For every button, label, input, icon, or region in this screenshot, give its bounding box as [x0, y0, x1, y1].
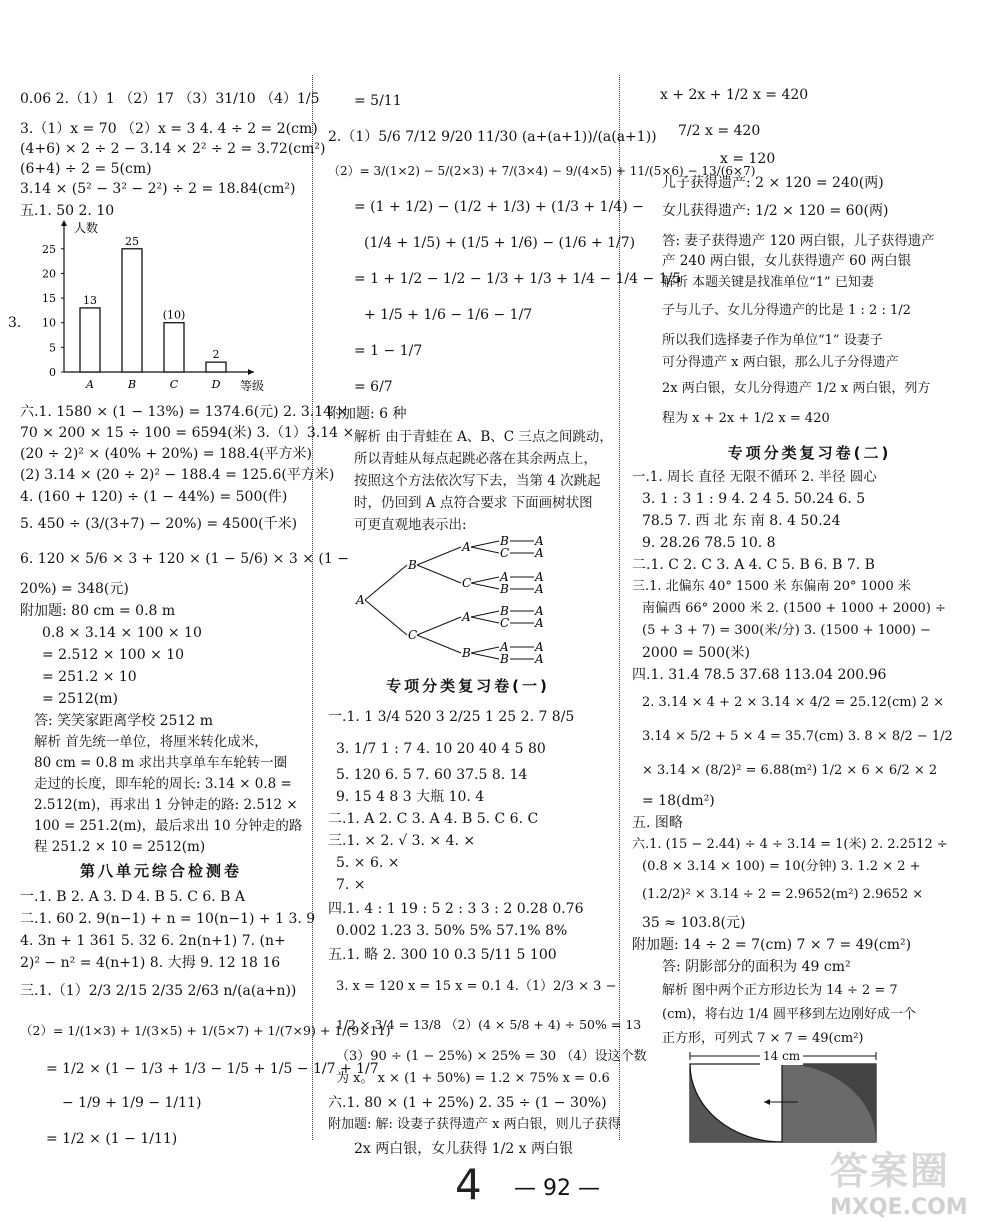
analysis-line: 2x 两白银，女儿分得遗产 1/2 x 两白银，列方	[662, 381, 931, 396]
text-line: 0.8 × 3.14 × 100 × 10	[42, 625, 202, 641]
text-line: 三.1.（1）2/3 2/15 2/35 2/63 n/(a(a+n))	[20, 983, 297, 999]
tree-node: B	[500, 652, 509, 666]
text-line: x = 120	[720, 151, 776, 167]
analysis-line: 解析 图中两个正方形边长为 14 ÷ 2 = 7	[662, 983, 898, 998]
text-line: × 3.14 × (8/2)² = 6.88(m²) 1/2 × 6 × 6/2 × 2	[642, 763, 938, 778]
text-line: 0.002 1.23 3. 50% 5% 57.1% 8%	[336, 923, 568, 939]
text-line: (0.8 × 3.14 × 100) = 10(分钟) 3. 1.2 × 2 +	[642, 859, 921, 874]
y-tick-label: 5	[49, 341, 56, 355]
tree-node: A	[535, 534, 544, 548]
text-line: = 1/2 × (1 − 1/3 + 1/3 − 1/5 + 1/5 − 1/7 + 1/7	[46, 1061, 379, 1077]
analysis-line: 正方形，可列式 7 × 7 = 49(cm²)	[662, 1031, 864, 1046]
text-line: 答: 阴影部分的面积为 49 cm²	[662, 959, 851, 975]
text-line: = 5/11	[354, 93, 402, 109]
section-title: 专项分类复习卷(二)	[727, 444, 892, 462]
tree-node: B	[500, 582, 509, 596]
text-line: 3.14 × (5² − 3² − 2²) ÷ 2 = 18.84(cm²)	[20, 181, 296, 197]
text-line: 一.1. 1 3/4 520 3 2/25 1 25 2. 7 8/5	[328, 709, 575, 725]
tree-edge	[365, 600, 407, 635]
bar-chart	[30, 222, 280, 392]
tree-node: A	[535, 570, 544, 584]
tree-node: A	[535, 546, 544, 560]
category-label: A	[86, 378, 94, 391]
column-divider-left	[312, 75, 313, 1140]
category-label: B	[127, 378, 137, 391]
section-title: 第八单元综合检测卷	[79, 862, 242, 880]
text-line: 一.1. B 2. A 3. D 4. B 5. C 6. B A	[20, 889, 246, 905]
tree-diagram	[350, 535, 590, 665]
analysis-line: 可分得遗产 x 两白银，那么儿子分得遗产	[662, 355, 899, 370]
analysis-line: 时，仍回到 A 点符合要求 下面画树状图	[354, 495, 593, 511]
tree-node: A	[500, 570, 509, 584]
watermark-bottom: MXQE.COM	[830, 1195, 968, 1220]
analysis-line: 解析 本题关键是找准单位“1” 已知妻	[662, 275, 874, 290]
chart-question-label: 3.	[8, 315, 22, 331]
watermark-top: 答案圈	[830, 1149, 951, 1193]
text-line: 四.1. 4 : 1 19 : 5 2 : 3 3 : 2 0.28 0.76	[328, 901, 584, 917]
text-line: 儿子获得遗产: 2 × 120 = 240(两)	[662, 175, 884, 191]
text-line: 五.1. 50 2. 10	[20, 203, 115, 219]
y-axis-arrow	[61, 220, 67, 226]
y-axis-label: 人数	[74, 221, 99, 235]
text-line: 1/2 × 3/4 = 13/8 （2）(4 × 5/8 + 4) ÷ 50% = 13	[336, 1017, 642, 1032]
text-line: 六.1. 1580 × (1 − 13%) = 1374.6(元) 2. 3.14 ×	[20, 404, 349, 420]
text-line: 六.1. 80 × (1 + 25%) 2. 35 ÷ (1 − 30%)	[328, 1095, 607, 1111]
tree-node: A	[462, 610, 471, 624]
y-tick-label: 10	[42, 316, 56, 330]
tree-node: A	[356, 593, 365, 607]
text-line: 6. 120 × 5/6 × 3 + 120 × (1 − 5/6) × 3 × (1 −	[20, 551, 349, 567]
text-line: 4. 3n + 1 361 5. 32 6. 2n(n+1) 7. (n+	[20, 933, 286, 949]
text-line: 四.1. 31.4 78.5 37.68 113.04 200.96	[632, 667, 887, 683]
text-line: (2) 3.14 × (20 ÷ 2)² − 188.4 = 125.6(平方米)	[20, 467, 335, 483]
handwritten-mark: 4	[455, 1160, 482, 1209]
text-line: 附加题: 解: 设妻子获得遗产 x 两白银，则儿子获得	[328, 1117, 621, 1132]
tree-node: C	[500, 616, 510, 630]
text-line: 3. 1/7 1 : 7 4. 10 20 40 4 5 80	[336, 741, 546, 757]
analysis-line: 解析 首先统一单位，将厘米转化成米，	[34, 734, 268, 750]
text-line: 3.（1）x = 70 （2）x = 3 4. 4 ÷ 2 = 2(cm)	[20, 121, 318, 137]
text-line: = 6/7	[354, 379, 393, 395]
text-line: 9. 28.26 78.5 10. 8	[642, 535, 776, 551]
text-line: （3）90 ÷ (1 − 25%) × 25% = 30 （4）设这个数	[336, 1049, 647, 1064]
tree-node: A	[535, 640, 544, 654]
bar-value-label: 2	[212, 348, 220, 362]
right-column	[632, 70, 987, 1150]
text-line: 9. 15 4 8 3 大瓶 10. 4	[336, 789, 485, 805]
tree-node: B	[500, 534, 509, 548]
analysis-line: 2.512(m)，再求出 1 分钟走的路: 2.512 ×	[34, 797, 298, 813]
text-line: (4+6) × 2 ÷ 2 − 3.14 × 2² ÷ 2 = 3.72(cm²)	[20, 141, 326, 157]
text-line: 五. 图略	[632, 815, 683, 831]
tree-edge	[471, 577, 499, 583]
text-line: 7/2 x = 420	[678, 123, 761, 139]
tree-edge	[471, 611, 499, 617]
text-line: (20 ÷ 2)² × (40% + 20%) = 188.4(平方米)	[20, 446, 312, 462]
tree-edge	[417, 565, 461, 583]
text-line: 五.1. 略 2. 300 10 0.3 5/11 5 100	[328, 947, 557, 963]
text-line: 7. ×	[336, 877, 366, 893]
text-line: 2000 = 500(米)	[642, 645, 750, 661]
tree-node: A	[500, 640, 509, 654]
bar	[206, 362, 226, 372]
text-line: = 2512(m)	[42, 691, 119, 707]
text-line: 35 ≈ 103.8(元)	[642, 915, 746, 931]
figure-dimension-label: 14 cm	[760, 1047, 803, 1065]
text-line: 4. (160 + 120) ÷ (1 − 44%) = 500(件)	[20, 489, 288, 505]
tree-node: B	[500, 604, 509, 618]
text-line: 女儿获得遗产: 1/2 × 120 = 60(两)	[662, 203, 889, 219]
tree-edge	[471, 653, 499, 659]
analysis-line: 子与儿子、女儿分得遗产的比是 1 : 2 : 1/2	[662, 303, 911, 318]
text-line: 附加题: 6 种	[328, 406, 407, 422]
text-line: (1.2/2)² × 3.14 ÷ 2 = 2.9652(m²) 2.9652 ×	[642, 887, 924, 902]
text-line: 2.（1）5/6 7/12 9/20 11/30 (a+(a+1))/(a(a+1))	[328, 129, 657, 145]
tree-node: C	[462, 576, 472, 590]
bar-value-label: (10)	[162, 308, 186, 322]
analysis-line: 按照这个方法依次写下去，当第 4 次跳起	[354, 473, 601, 489]
page-number: — 92 —	[514, 1176, 600, 1201]
tree-node: C	[408, 628, 418, 642]
text-line: = 1/2 × (1 − 1/11)	[46, 1131, 178, 1147]
bar	[122, 249, 142, 372]
tree-node: A	[535, 604, 544, 618]
analysis-line: 程 251.2 × 10 = 2512(m)	[34, 839, 206, 855]
x-axis-label: 等级	[240, 379, 265, 393]
text-line: 78.5 7. 西 北 东 南 8. 4 50.24	[642, 513, 841, 529]
text-line: 附加题: 14 ÷ 2 = 7(cm) 7 × 7 = 49(cm²)	[632, 937, 912, 953]
x-axis-arrow	[248, 369, 254, 375]
text-line: 2x 两白银，女儿获得 1/2 x 两白银	[354, 1141, 574, 1157]
text-line: 南偏西 66° 2000 米 2. (1500 + 1000 + 2000) ÷	[642, 601, 946, 616]
text-line: 产 240 两白银，女儿获得遗产 60 两白银	[662, 253, 912, 269]
text-line: x + 2x + 1/2 x = 420	[660, 87, 809, 103]
text-line: 六.1. (15 − 2.44) ÷ 4 ÷ 3.14 = 1(米) 2. 2.2512 ÷	[632, 837, 948, 852]
text-line: 2. 3.14 × 4 + 2 × 3.14 × 4/2 = 25.12(cm) 2 ×	[642, 695, 945, 710]
watermark-logo	[830, 1140, 968, 1220]
tree-edge	[417, 617, 461, 635]
category-label: D	[211, 378, 221, 391]
analysis-line: (cm)，将右边 1/4 圆平移到左边刚好成一个	[662, 1007, 916, 1022]
tree-edge	[471, 541, 499, 547]
tree-node: B	[408, 558, 417, 572]
text-line: (5 + 3 + 7) = 300(米/分) 3. (1500 + 1000) −	[642, 623, 931, 638]
text-line: + 1/5 + 1/6 − 1/6 − 1/7	[364, 307, 533, 323]
bar-value-label: 25	[125, 234, 139, 248]
text-line: 5. 120 6. 5 7. 60 37.5 8. 14	[336, 767, 528, 783]
text-line: = 2.512 × 100 × 10	[42, 647, 185, 663]
tree-node: C	[500, 546, 510, 560]
tree-node: A	[535, 582, 544, 596]
text-line: 一.1. 周长 直径 无限不循环 2. 半径 圆心	[632, 469, 877, 485]
tree-edge	[365, 565, 407, 600]
text-line: = 1 + 1/2 − 1/2 − 1/3 + 1/3 + 1/4 − 1/4 − 1/5	[354, 271, 682, 287]
text-line: 三.1. × 2. √ 3. × 4. ×	[328, 833, 476, 849]
text-line: 答: 妻子获得遗产 120 两白银，儿子获得遗产	[662, 233, 935, 249]
text-line: （2）= 3/(1×2) − 5/(2×3) + 7/(3×4) − 9/(4×5) + 11/(5×6) − 13/(6×7)	[328, 164, 756, 178]
text-line: 二.1. 60 2. 9(n−1) + n = 10(n−1) + 1 3. 9	[20, 911, 316, 927]
y-tick-label: 20	[42, 267, 56, 281]
bar-value-label: 13	[83, 293, 97, 307]
text-line: = (1 + 1/2) − (1/2 + 1/3) + (1/3 + 1/4) −	[354, 199, 644, 215]
analysis-line: 所以我们选择妻子作为单位“1” 设妻子	[662, 333, 883, 348]
bar	[164, 323, 184, 372]
text-line: 0.06 2.（1）1 （2）17 （3）31/10 （4）1/5	[20, 91, 320, 107]
tree-edge	[417, 635, 461, 653]
analysis-line: 所以青蛙从每点起跳必落在其余两点上，	[354, 451, 597, 467]
y-tick-label: 0	[49, 366, 56, 379]
text-line: 2)² − n² = 4(n+1) 8. 大拇 9. 12 18 16	[20, 955, 281, 971]
tree-edge	[471, 617, 499, 623]
text-line: 为 x。 x × (1 + 50%) = 1.2 × 75% x = 0.6	[336, 1071, 610, 1086]
text-line: 附加题: 80 cm = 0.8 m	[20, 603, 176, 619]
text-line: （2）= 1/(1×3) + 1/(3×5) + 1/(5×7) + 1/(7×9) + 1/(9×11)	[20, 1023, 391, 1038]
text-line: 3. 1 : 3 1 : 9 4. 2 4 5. 50.24 6. 5	[642, 491, 866, 507]
category-label: C	[169, 378, 179, 391]
section-title: 专项分类复习卷(一)	[386, 677, 550, 695]
text-line: = 251.2 × 10	[42, 669, 137, 685]
tree-node: A	[535, 652, 544, 666]
analysis-line: 走过的长度，即车轮的周长: 3.14 × 0.8 =	[34, 776, 292, 792]
text-line: 3. x = 120 x = 15 x = 0.1 4.（1）2/3 × 3 −	[336, 979, 617, 994]
y-tick-label: 25	[42, 242, 56, 256]
tree-edge	[471, 647, 499, 653]
analysis-line: 80 cm = 0.8 m 求出共享单车车轮转一圈	[34, 755, 288, 771]
text-line: (6+4) ÷ 2 = 5(cm)	[20, 161, 152, 177]
tree-edge	[471, 583, 499, 589]
bar	[80, 308, 100, 372]
text-line: 3.14 × 5/2 + 5 × 4 = 35.7(cm) 3. 8 × 8/2 − 1/2	[642, 729, 953, 744]
y-tick-label: 15	[42, 292, 56, 306]
analysis-line: 100 = 251.2(m)，最后求出 10 分钟走的路	[34, 818, 303, 834]
tree-edge	[417, 547, 461, 565]
text-line: − 1/9 + 1/9 − 1/11)	[62, 1095, 202, 1111]
text-line: 70 × 200 × 15 ÷ 100 = 6594(米) 3.（1）3.14 ×	[20, 425, 355, 441]
text-line: = 1 − 1/7	[354, 343, 423, 359]
text-line: 20%) = 348(元)	[20, 581, 129, 597]
tree-node: A	[462, 540, 471, 554]
text-line: 二.1. C 2. C 3. A 4. C 5. B 6. B 7. B	[632, 557, 875, 573]
text-line: (1/4 + 1/5) + (1/5 + 1/6) − (1/6 + 1/7)	[364, 235, 636, 251]
tree-edge	[471, 547, 499, 553]
text-line: = 18(dm²)	[642, 793, 715, 809]
text-line: 二.1. A 2. C 3. A 4. B 5. C 6. C	[328, 811, 539, 827]
tree-node: A	[535, 616, 544, 630]
text-line: 答: 笑笑家距离学校 2512 m	[34, 713, 213, 729]
text-line: 三.1. 北偏东 40° 1500 米 东偏南 20° 1000 米	[632, 579, 911, 594]
text-line: 5. × 6. ×	[336, 855, 400, 871]
tree-node: B	[462, 646, 471, 660]
analysis-line: 可更直观地表示出:	[354, 517, 467, 533]
analysis-line: 解析 由于青蛙在 A、B、C 三点之间跳动，	[354, 429, 613, 445]
text-line: 5. 450 ÷ (3/(3+7) − 20%) = 4500(千米)	[20, 516, 298, 532]
analysis-line: 程为 x + 2x + 1/2 x = 420	[662, 411, 830, 426]
